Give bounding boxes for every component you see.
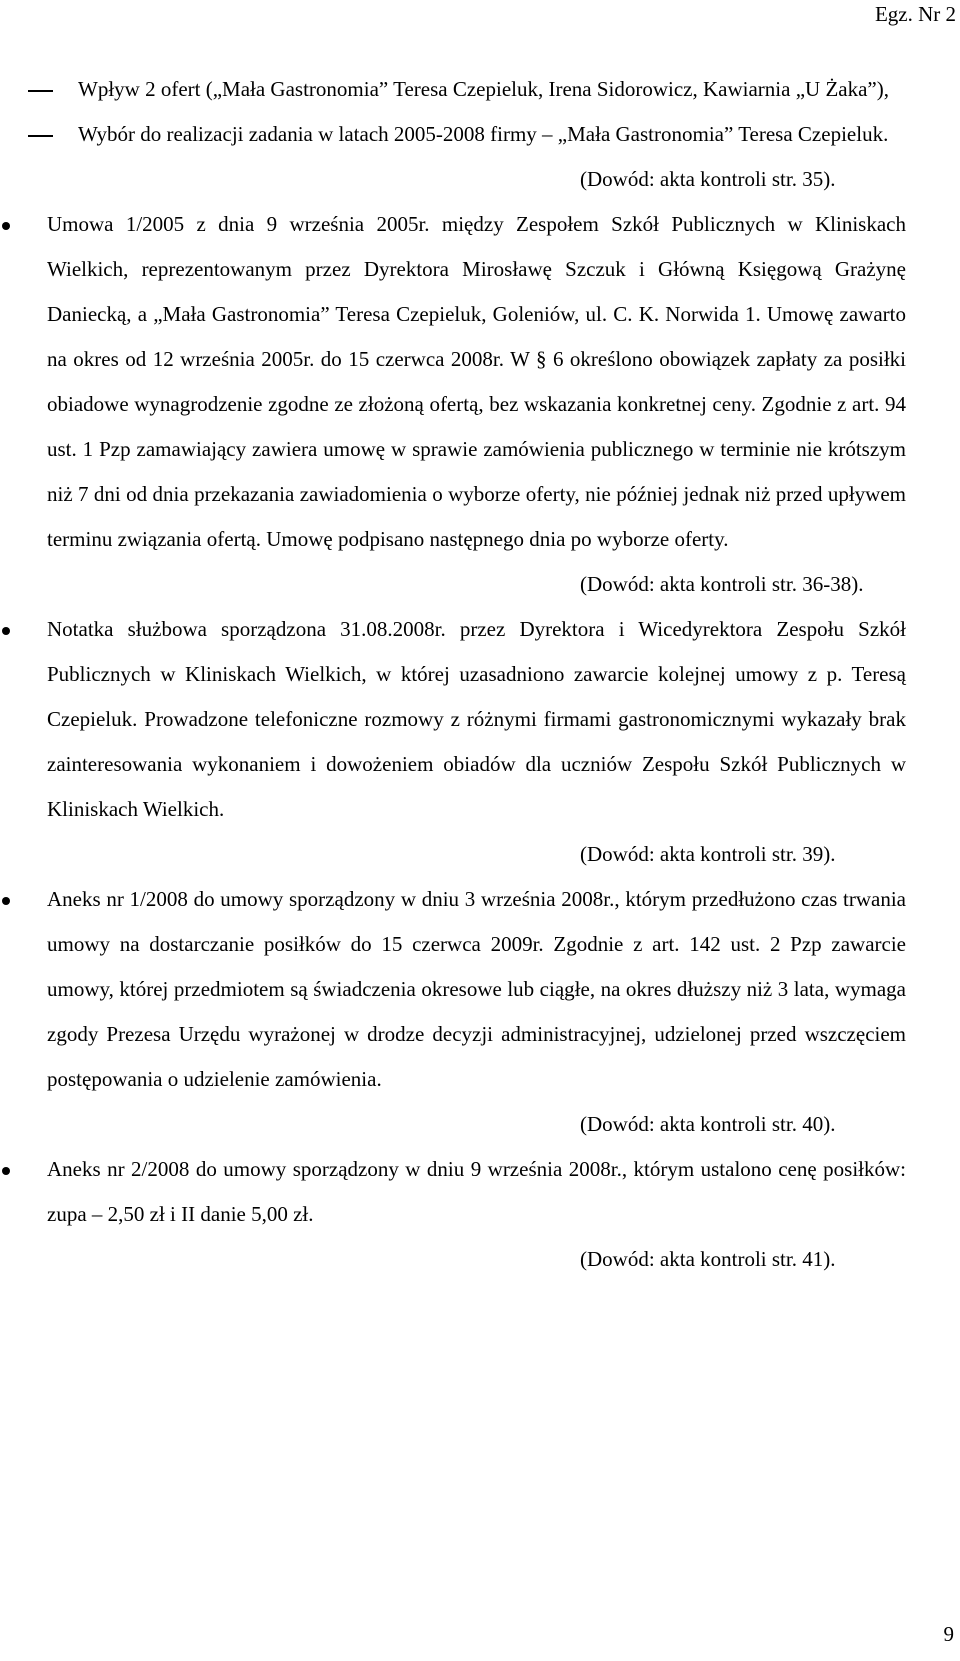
evidence-reference: (Dowód: akta kontroli str. 35). (580, 167, 836, 191)
item-text: Aneks nr 1/2008 do umowy sporządzony w dniu 3 września 2008r., którym przedłużono czas trwania umowy na dostarczanie posiłków do 15 czerwca 2009r. Zgodnie z art. 142 ust. 2 Pzp zawarcie umowy, której przedmiotem są świadczenia okresowe lub ciągłe, na okres dłuższy niż 3 lata, wymaga zgody Prezesa Urzędu wyrażonej w drodze decyzji administracyjnej, udzielonej przed wszczęciem postępowania o udzielenie zamówienia. (47, 887, 906, 1091)
dash-marker (28, 112, 53, 157)
bullet-marker (2, 877, 10, 922)
item-text: Wpływ 2 ofert („Mała Gastronomia” Teresa Czepieluk, Irena Sidorowicz, Kawiarnia „U Żaka”), (78, 77, 889, 101)
evidence-reference: (Dowód: akta kontroli str. 40). (580, 1112, 836, 1136)
item-text: Umowa 1/2005 z dnia 9 września 2005r. między Zespołem Szkół Publicznych w Kliniskach Wielkich, reprezentowanym przez Dyrektora Mirosławę Szczuk i Główną Księgową Grażynę Daniecką, a „Mała Gastronomia” Teresa Czepieluk, Goleniów, ul. C. K. Norwida 1. Umowę zawarto na okres od 12 września 2005r. do 15 czerwca 2008r. W § 6 określono obowiązek zapłaty za posiłki obiadowe wynagrodzenie zgodne ze złożoną ofertą, bez wskazania konkretnej ceny. Zgodnie z art. 94 ust. 1 Pzp zamawiający zawiera umowę w sprawie zamówienia publicznego w terminie nie krótszym niż 7 dni od dnia przekazania zawiadomienia o wyborze oferty, nie później jednak niż przed upływem terminu związania ofertą. Umowę podpisano następnego dnia po wyborze oferty. (47, 212, 906, 551)
evidence-reference: (Dowód: akta kontroli str. 41). (580, 1247, 836, 1271)
bullet-marker (2, 1147, 10, 1192)
item-text: Aneks nr 2/2008 do umowy sporządzony w dniu 9 września 2008r., którym ustalono cenę posiłków: zupa – 2,50 zł i II danie 5,00 zł. (47, 1157, 906, 1226)
bullet-list-item (0, 877, 960, 1102)
bullet-marker (2, 202, 10, 247)
page-number: 9 (943, 1622, 954, 1646)
item-text: Wybór do realizacji zadania w latach 2005-2008 firmy – „Mała Gastronomia” Teresa Czepieluk. (78, 122, 889, 146)
evidence-reference: (Dowód: akta kontroli str. 36-38). (580, 572, 864, 596)
item-text: Notatka służbowa sporządzona 31.08.2008r. przez Dyrektora i Wicedyrektora Zespołu Szkół Publicznych w Kliniskach Wielkich, w której uzasadniono zawarcie kolejnej umowy z p. Teresą Czepieluk. Prowadzone telefoniczne rozmowy z różnymi firmami gastronomicznymi wykazały brak zainteresowania wykonaniem i dowożeniem obiadów dla uczniów Zespołu Szkół Publicznych w Kliniskach Wielkich. (47, 617, 906, 821)
bullet-list-item (0, 202, 960, 562)
bullet-list-item (0, 1147, 960, 1237)
copy-number-label: Egz. Nr 2 (874, 2, 956, 26)
bullet-marker (2, 607, 10, 652)
dash-list-item (0, 112, 960, 157)
dash-list-item (0, 67, 960, 112)
dash-marker (28, 67, 53, 112)
document-body (0, 67, 960, 1282)
evidence-reference: (Dowód: akta kontroli str. 39). (580, 842, 836, 866)
bullet-list-item (0, 607, 960, 832)
